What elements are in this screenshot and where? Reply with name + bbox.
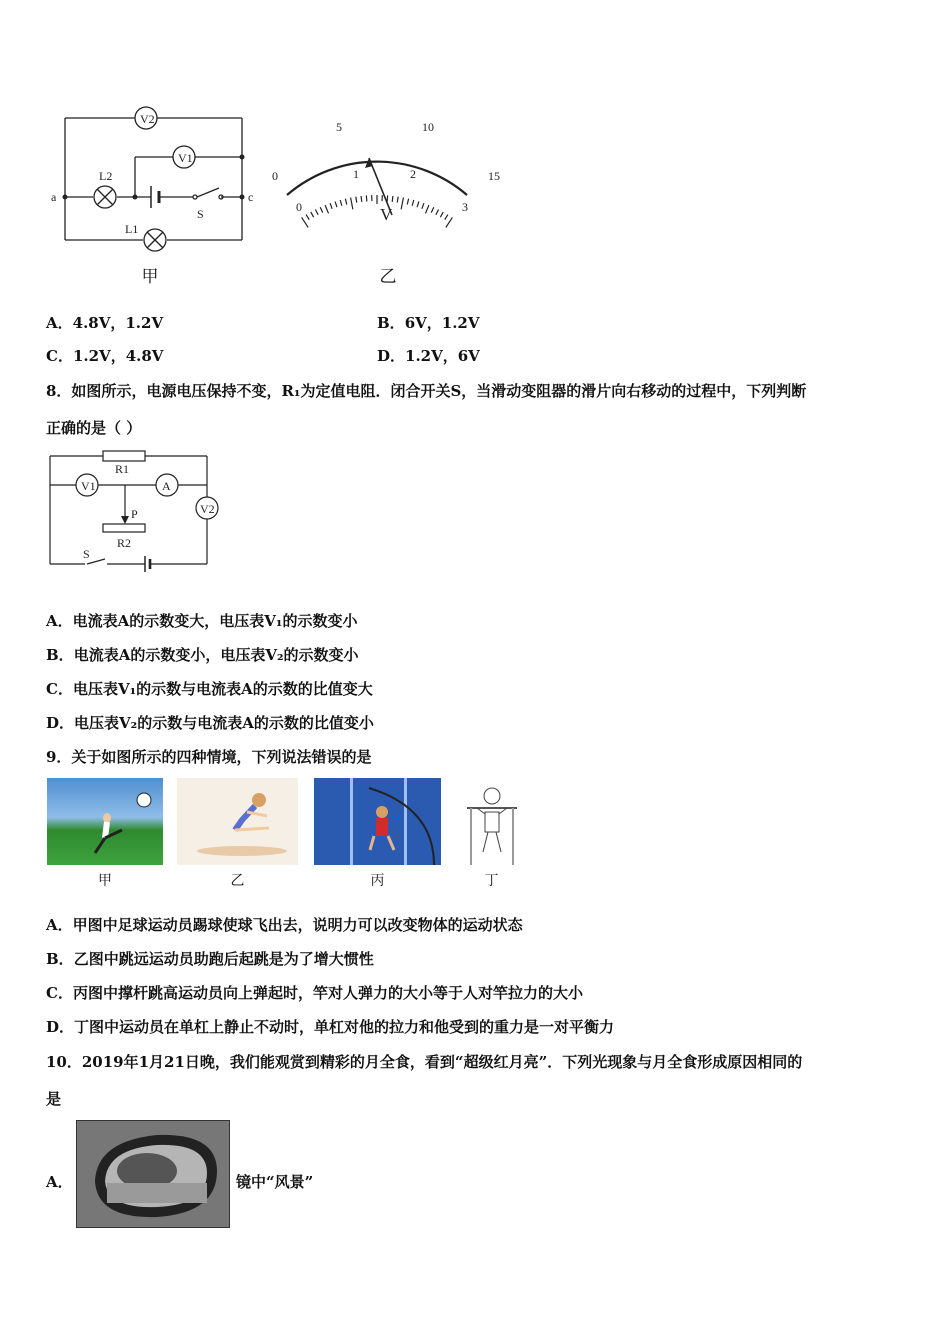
- q10-option-a-key[interactable]: A．: [46, 1173, 73, 1191]
- q9-option-d[interactable]: D．丁图中运动员在单杠上静止不动时，单杠对他的拉力和他受到的重力是一对平衡力: [46, 1018, 615, 1036]
- slider-p-label: P: [131, 507, 138, 521]
- v1-label: V1: [178, 151, 193, 165]
- dial-tick: [340, 200, 342, 206]
- soccer-player-image: [47, 778, 163, 865]
- dial-tick: [345, 199, 346, 205]
- dial-tick: [397, 197, 398, 203]
- circuit-diagram-q8: [45, 448, 225, 573]
- dial-tick: [361, 196, 362, 202]
- q8-option-d[interactable]: D．电压表V₂的示数与电流表A的示数的比值变小: [46, 714, 374, 732]
- q9-option-b[interactable]: B．乙图中跳远运动员助跑后起跳是为了增大惯性: [46, 950, 374, 968]
- r1-label: R1: [115, 462, 130, 476]
- dial-bottom-1: 1: [353, 167, 359, 181]
- horizontal-bar-image: [459, 778, 524, 865]
- q8-switch-label: S: [83, 547, 90, 561]
- dial-tick: [306, 215, 309, 220]
- dial-tick: [417, 202, 419, 208]
- caption-jia: 甲: [98, 873, 112, 889]
- caption-ding: 丁: [484, 873, 499, 889]
- dial-tick: [392, 196, 393, 202]
- dial-tick: [436, 209, 439, 214]
- q8-stem-line1: 8．如图所示，电源电压保持不变，R₁为定值电阻．闭合开关S，当滑动变阻器的滑片向右移动的过程中，下列判断: [46, 382, 807, 400]
- dial-tick: [401, 198, 403, 210]
- dial-tick: [315, 209, 318, 214]
- q7-option-b[interactable]: B．6V，1.2V: [377, 314, 480, 332]
- voltmeter-dial-yi: [262, 110, 522, 230]
- node-c-label: c: [248, 190, 254, 204]
- q8-option-a[interactable]: A．电流表A的示数变大，电压表V₁的示数变小: [46, 612, 358, 630]
- q9-stem: 9．关于如图所示的四种情境，下列说法错误的是: [46, 748, 372, 766]
- q7-option-c[interactable]: C．1.2V，4.8V: [46, 347, 164, 365]
- dial-tick: [425, 205, 428, 213]
- dial-tick: [440, 212, 443, 217]
- dial-tick: [356, 197, 357, 203]
- caption-yi: 乙: [230, 873, 245, 889]
- circuit-diagram-jia: [45, 100, 275, 290]
- q8-a-label: A: [162, 479, 171, 493]
- figure-label-jia: 甲: [141, 267, 159, 287]
- r2-label: R2: [117, 536, 132, 550]
- pole-vault-image: [314, 778, 441, 865]
- dial-top-0: 0: [272, 169, 278, 183]
- q8-option-c[interactable]: C．电压表V₁的示数与电流表A的示数的比值变大: [46, 680, 373, 698]
- v2-label: V2: [140, 112, 155, 126]
- dial-tick: [335, 202, 337, 208]
- dial-tick: [330, 203, 332, 209]
- l2-label: L2: [99, 169, 113, 183]
- q8-v1-label: V1: [81, 479, 96, 493]
- l1-label: L1: [125, 222, 139, 236]
- long-jump-image: [177, 778, 298, 865]
- dial-bottom-3: 3: [462, 200, 468, 214]
- dial-top-5: 5: [336, 120, 342, 134]
- dial-tick: [302, 217, 309, 227]
- dial-unit-v: V: [380, 205, 393, 224]
- car-mirror-image: [76, 1120, 230, 1228]
- q10-stem-line1: 10．2019年1月21日晚，我们能观赏到精彩的月全食，看到“超级红月亮”．下列光现象与月全食形成原因相同的: [46, 1053, 803, 1071]
- q7-option-a[interactable]: A．4.8V，1.2V: [46, 314, 164, 332]
- q8-stem-line2: 正确的是（ ）: [46, 419, 142, 437]
- dial-bottom-2: 2: [410, 167, 416, 181]
- node-a-label: a: [51, 190, 57, 204]
- dial-top-15: 15: [488, 169, 500, 183]
- dial-tick: [407, 199, 408, 205]
- dial-tick: [445, 215, 448, 220]
- dial-tick: [422, 203, 424, 209]
- dial-bottom-0: 0: [296, 200, 302, 214]
- dial-tick: [446, 217, 453, 227]
- q8-v2-label: V2: [200, 502, 215, 516]
- q7-option-d[interactable]: D．1.2V，6V: [377, 347, 480, 365]
- caption-bing: 丙: [370, 873, 385, 889]
- dial-tick: [431, 207, 433, 212]
- dial-tick: [412, 200, 414, 206]
- q9-option-c[interactable]: C．丙图中撑杆跳高运动员向上弹起时，竿对人弹力的大小等于人对竿拉力的大小: [46, 984, 583, 1002]
- switch-s-label: S: [197, 207, 204, 221]
- q10-option-a-text[interactable]: 镜中“风景”: [236, 1173, 314, 1191]
- q10-stem-line2: 是: [46, 1090, 62, 1108]
- figure-label-yi: 乙: [379, 267, 397, 287]
- q9-option-a[interactable]: A．甲图中足球运动员踢球使球飞出去，说明力可以改变物体的运动状态: [46, 916, 523, 934]
- dial-tick: [320, 207, 322, 212]
- dial-top-10: 10: [422, 120, 434, 134]
- dial-tick: [325, 205, 328, 213]
- dial-tick: [311, 212, 314, 217]
- dial-tick: [351, 198, 353, 210]
- q8-option-b[interactable]: B．电流表A的示数变小，电压表V₂的示数变小: [46, 646, 359, 664]
